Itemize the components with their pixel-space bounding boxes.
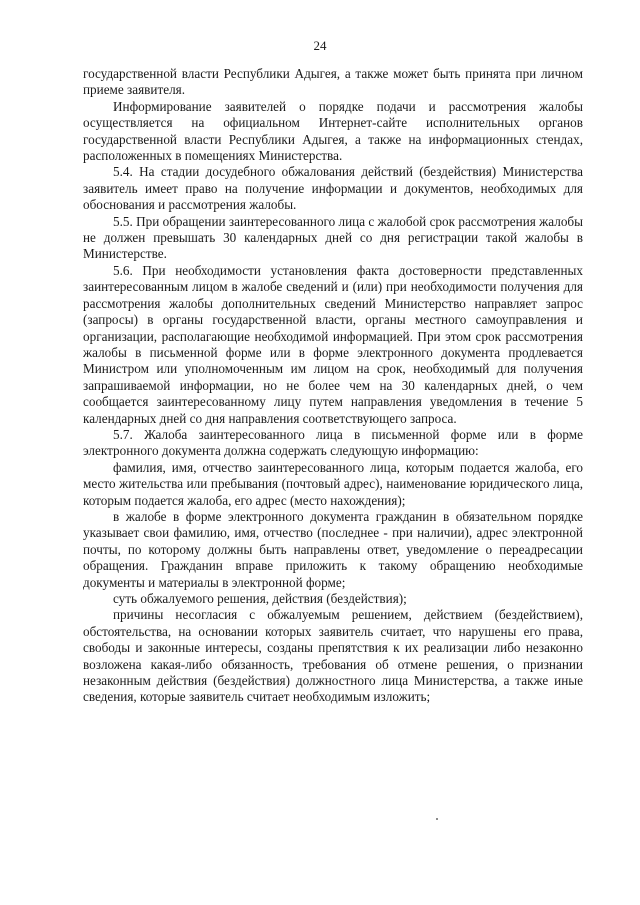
document-body [83, 66, 583, 706]
scan-speck [436, 818, 438, 820]
paragraph-5-4: 5.4. На стадии досудебного обжалования действий (бездействия) Министерства заявитель имеет право на получение информации и документов, необходимых для обоснования и рассмотрения жалобы. [83, 164, 583, 213]
paragraph-informing: Информирование заявителей о порядке подачи и рассмотрения жалобы осуществляется на официальном Интернет-сайте исполнительных органов государственной власти Республики Адыгея, а также на информационных стендах, расположенных в помещениях Министерства. [83, 98, 583, 164]
list-item-name: фамилия, имя, отчество заинтересованного лица, которым подается жалоба, его место жительства или пребывания (почтовый адрес), наименование юридического лица, которым подается жалоба, его адрес (место нахождения); [83, 459, 583, 508]
paragraph-5-7: 5.7. Жалоба заинтересованного лица в письменной форме или в форме электронного документа должна содержать следующую информацию: [83, 426, 583, 459]
paragraph-continuation: государственной власти Республики Адыгея, а также может быть принята при личном приеме заявителя. [83, 66, 583, 98]
paragraph-5-6: 5.6. При необходимости установления факта достоверности представленных заинтересованным лицом в жалобе сведений и (или) при необходимости получения для рассмотрения жалобы дополнительных сведений Министерство направляет запрос (запросы) в органы государственной власти, органы местного самоуправления и организации, располагающие необходимой информацией. При этом срок рассмотрения жалобы в письменной форме или в форме электронного документа продлевается Министром или уполномоченным им лицом на срок, необходимый для получения запрашиваемой информации, но не более чем на 30 календарных дней, о чем сообщается заинтересованному лицу путем направления уведомления в течение 5 календарных дней со дня направления соответствующего запроса. [83, 262, 583, 426]
page-number: 24 [313, 38, 327, 53]
paragraph-5-5: 5.5. При обращении заинтересованного лица с жалобой срок рассмотрения жалобы не должен превышать 30 календарных дней со дня регистрации такой жалобы в Министерстве. [83, 213, 583, 262]
list-item-electronic: в жалобе в форме электронного документа гражданин в обязательном порядке указывает свои фамилию, имя, отчество (последнее - при наличии), адрес электронной почты, по которому должны быть направлены ответ, уведомление о переадресации обращения. Гражданин вправе приложить к такому обращению необходимые документы и материалы в электронной форме; [83, 508, 583, 590]
list-item-essence: суть обжалуемого решения, действия (бездействия); [113, 591, 407, 606]
list-item-reasons: причины несогласия с обжалуемым решением, действием (бездействием), обстоятельства, на основании которых заявитель считает, что нарушены его права, свободы и законные интересы, созданы препятствия к их реализации либо незаконно возложена какая-либо обязанность, требования об отмене решения, о признании незаконным действия (бездействия) должностного лица Министерства, а также иные сведения, которые заявитель считает необходимым изложить; [83, 607, 583, 705]
